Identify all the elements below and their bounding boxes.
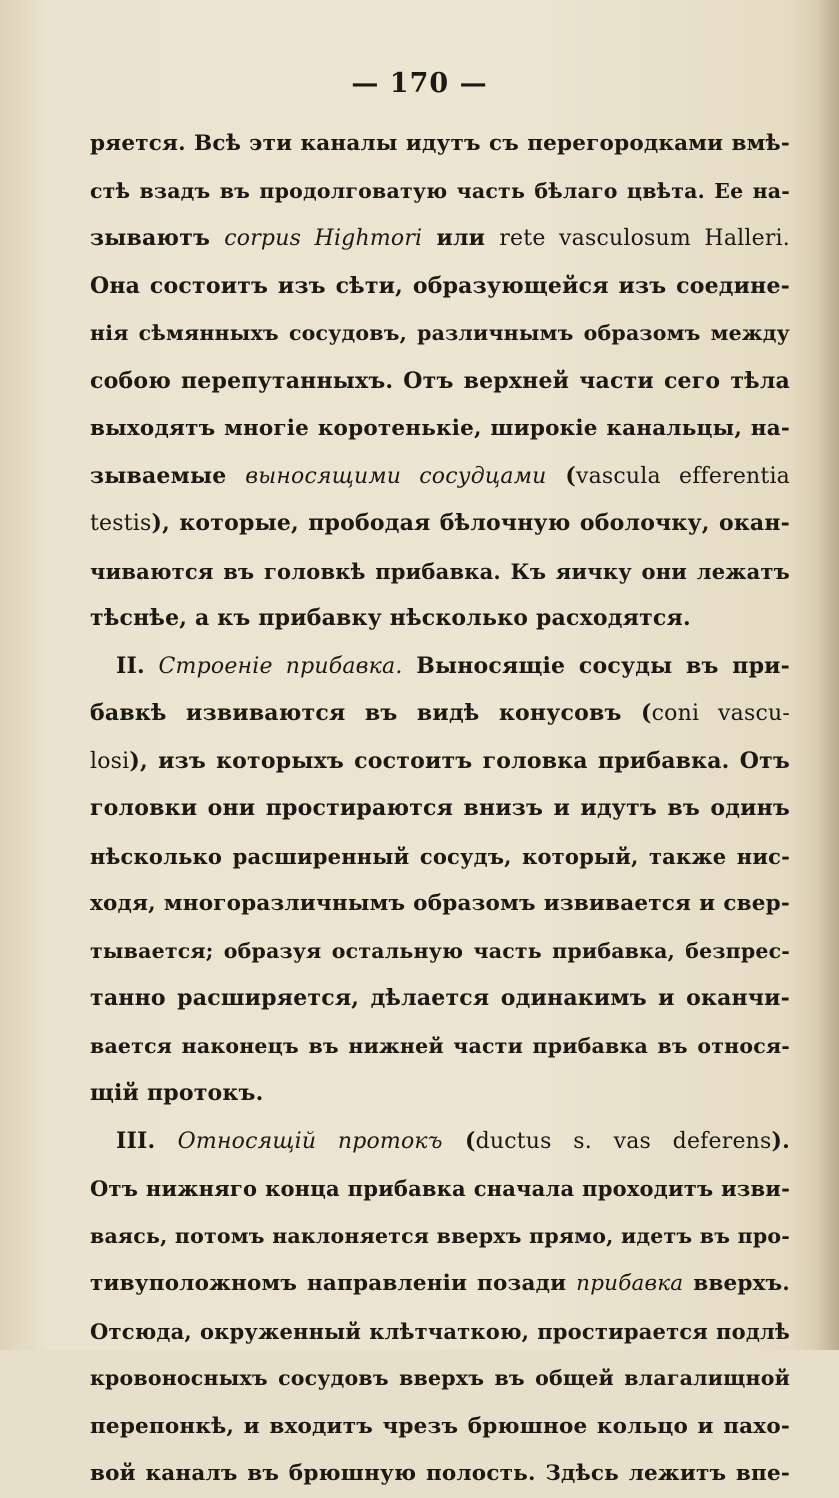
text-line-8: зываемые выносящими сосудцами (vascula efferentia <box>90 462 790 489</box>
text-line-17: ходя, многоразличнымъ образомъ извивается и свер- <box>90 891 790 916</box>
latin-term-rete-vasculosum: rete vasculosum Halleri. <box>499 226 790 251</box>
text-line-5: нія сѣмянныхъ сосудовъ, различнымъ образомъ между <box>90 321 790 345</box>
text-line-7: выходятъ многіе коротенькіе, широкіе канальцы, на- <box>90 416 790 441</box>
latin-term-losi: losi <box>90 748 130 774</box>
text-line-13: бавкѣ извиваются въ видѣ конусовъ (coni vascu- <box>90 700 790 726</box>
text-line-14: losi), изъ которыхъ состоитъ головка прибавка. Отъ <box>90 747 790 774</box>
text-line-6: собою перепутанныхъ. Отъ верхней части сего тѣла <box>90 367 790 394</box>
text-line-26: Отсюда, окруженный клѣтчаткою, простирается подлѣ <box>90 1318 790 1344</box>
text-line-15: головки они простираются внизъ и идутъ въ одинъ <box>90 795 790 821</box>
text-line-3: зываютъ corpus Highmori или rete vasculosum Halleri. <box>90 225 790 251</box>
text-line-10: чиваются въ головкѣ прибавка. Къ яичку они лежатъ <box>90 558 790 584</box>
text-line-24: ваясь, потомъ наклоняется вверхъ прямо, идетъ въ про- <box>90 1223 790 1248</box>
text-line-29: вой каналъ въ брюшную полость. Здѣсь лежитъ впе- <box>90 1461 790 1486</box>
text-line-23: Отъ нижняго конца прибавка сначала проходитъ изви- <box>90 1176 790 1201</box>
text-line-18: тывается; образуя остальную часть прибавка, безпрес- <box>90 938 790 963</box>
text-line-11: тѣснѣе, а къ прибавку нѣсколько расходятся. <box>90 605 691 631</box>
text-line-1: ряется. Всѣ эти каналы идутъ съ перегородками вмѣ- <box>90 131 790 156</box>
body-text <box>90 120 790 1498</box>
section-heading-otnosyashchiy-protok: Относящій протокъ <box>177 1128 443 1154</box>
text-line-12: II. Строеніе прибавка. Выносящіе сосуды въ при- <box>116 652 791 679</box>
text-line-4: Она состоитъ изъ сѣти, образующейся изъ соедине- <box>90 272 790 299</box>
text-line-28: перепонкѣ, и входитъ чрезъ брюшное кольцо и пахо- <box>90 1413 790 1439</box>
section-heading-stroenie-pribavka: Строеніе прибавка. <box>158 653 403 679</box>
latin-term-corpus-highmori: corpus Highmori <box>224 226 423 251</box>
text-line-25: тивуположномъ направленіи позади прибавка вверхъ. <box>90 1271 790 1296</box>
text-line-9: testis), которые, прободая бѣлочную оболочку, окан- <box>90 510 790 536</box>
text-line-27: кровоносныхъ сосудовъ вверхъ въ общей влагалищной <box>90 1366 790 1390</box>
term-pribavka: прибавка <box>576 1271 684 1296</box>
text-line-22: III. Относящій протокъ (ductus s. vas deferens). <box>116 1127 790 1154</box>
page-edge-shadow <box>817 0 839 1350</box>
text-line-19: танно расширяется, дѣлается одинакимъ и оканчи- <box>90 985 790 1011</box>
page-number: — 170 — <box>351 68 488 99</box>
latin-term-ductus-deferens: ductus s. vas deferens <box>475 1128 772 1154</box>
latin-term-coni-vasculosi: coni vascu- <box>651 701 790 726</box>
text-line-16: нѣсколько расширенный сосудъ, который, также нис- <box>90 843 790 869</box>
text-line-2: стѣ взадъ въ продолговатую часть бѣлаго цвѣта. Ее на- <box>90 178 790 203</box>
term-vynosyashchie-sosudcy: выносящими сосудцами <box>245 463 547 489</box>
latin-term-vascula-efferentia: vascula efferentia <box>575 463 790 489</box>
text-line-21: щій протокъ. <box>90 1080 264 1106</box>
text-line-20: вается наконецъ въ нижней части прибавка въ относя- <box>90 1033 790 1058</box>
latin-term-testis: testis <box>90 511 152 536</box>
